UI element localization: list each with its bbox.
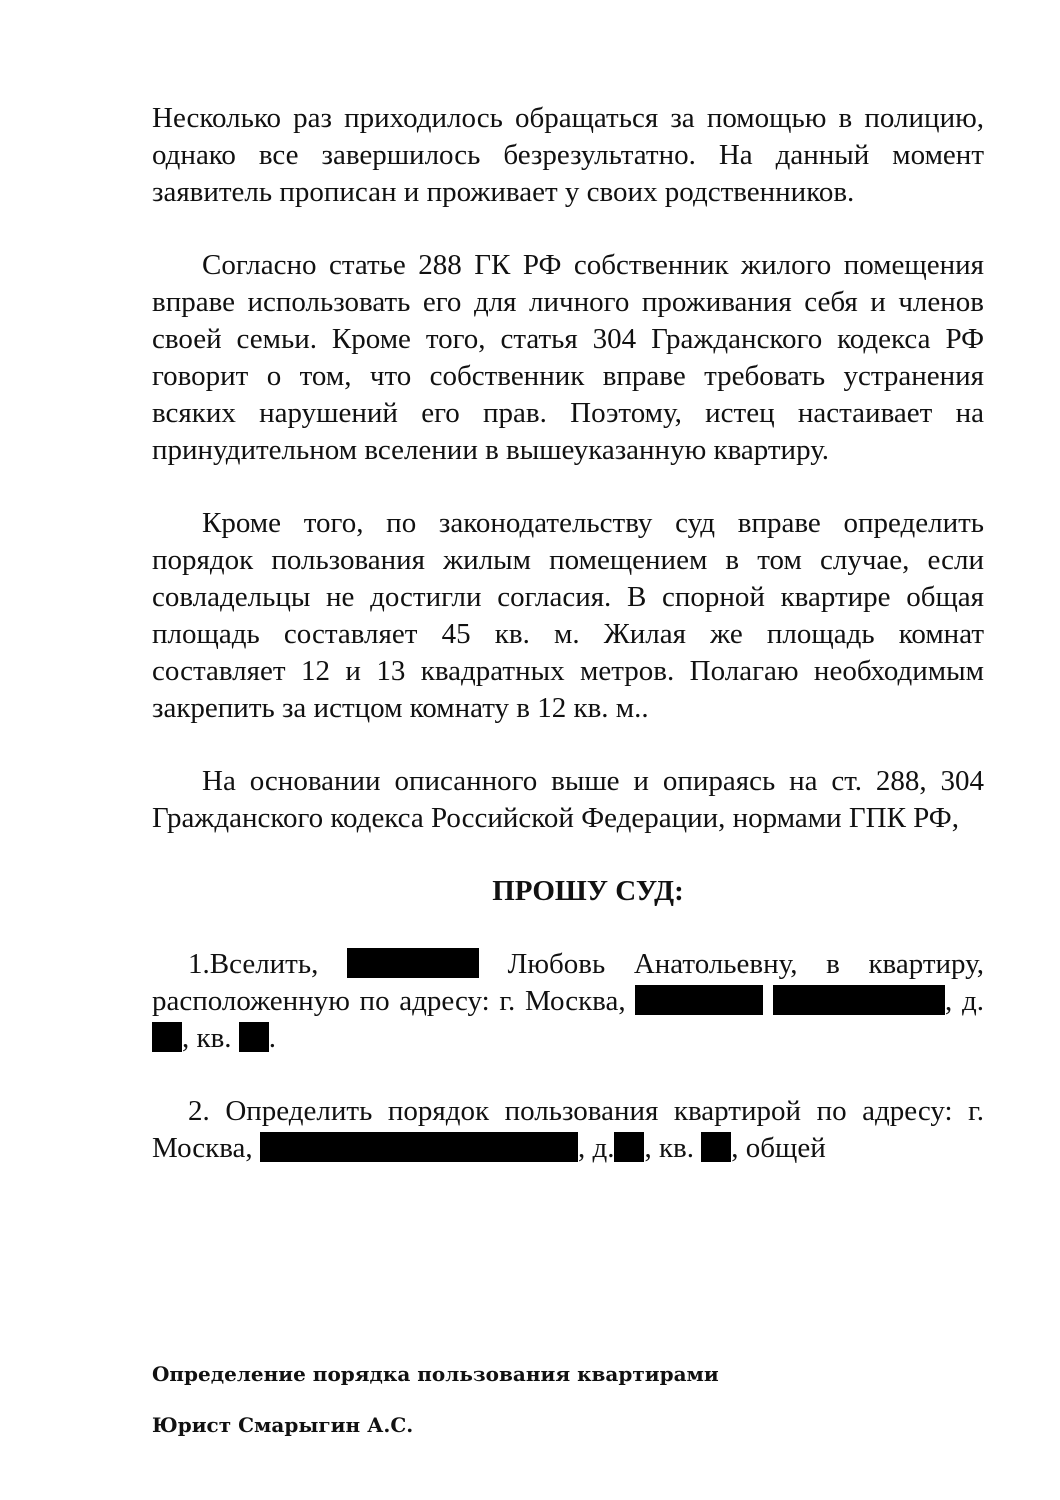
footer-title: Определение порядка пользования квартирами [152, 1362, 719, 1386]
request-1-house-label: , д. [945, 985, 984, 1017]
paragraph-grounds: На основании описанного выше и опираясь на ст. 288, 304 Гражданского кодекса Российской Федерации, нормами ГПК РФ, [152, 765, 984, 834]
redacted-surname [347, 948, 479, 978]
redacted-house-number [614, 1132, 644, 1162]
redacted-flat-number [701, 1132, 731, 1162]
paragraph-article-288: Согласно статье 288 ГК РФ собственник жилого помещения вправе использовать его для личного проживания себя и членов своей семьи. Кроме того, статья 304 Гражданского кодекса РФ говорит о том, что собственник вправе требовать устранения всяких нарушений его прав. Поэтому, истец настаивает на принудительном вселении в вышеуказанную квартиру. [152, 249, 984, 466]
request-item-2 [152, 1093, 984, 1167]
request-1-name-address: Любовь Анатольевну, в квартиру, расположенную по адресу: г. Москва, [152, 948, 984, 1017]
request-2-end: , общей [731, 1132, 826, 1164]
redacted-flat-number [239, 1022, 269, 1052]
paragraph-police: Несколько раз приходилось обращаться за помощью в полицию, однако все завершилось безрезультатно. На данный момент заявитель прописан и проживает у своих родственников. [152, 102, 984, 208]
request-2-prefix: 2. Определить порядок пользования квартирой по адресу: г. Москва, [152, 1095, 984, 1164]
footer-author: Юрист Смарыгин А.С. [152, 1413, 414, 1437]
request-heading: ПРОШУ СУД: [492, 875, 684, 907]
request-1-end: . [268, 1022, 277, 1054]
redacted-street-part-2 [773, 985, 945, 1015]
request-1-prefix: 1.Вселить, [188, 948, 319, 980]
paragraph-usage-order: Кроме того, по законодательству суд вправе определить порядок пользования жилым помещением в том случае, если совладельцы не достигли согласия. В спорной квартире общая площадь составляет 45 кв. м. Жилая же площадь комнат составляет 12 и 13 квадратных метров. Полагаю необходимым закрепить за истцом комнату в 12 кв. м.. [152, 507, 984, 724]
request-2-house-label: , д. [577, 1132, 615, 1164]
document-page [152, 100, 984, 1203]
redacted-street-part-1 [635, 985, 763, 1015]
request-item-1 [152, 946, 984, 1057]
request-2-flat-label: , кв. [644, 1132, 694, 1164]
request-1-flat-label: , кв. [182, 1022, 232, 1054]
redacted-street [260, 1132, 578, 1162]
redacted-house-number [152, 1022, 182, 1052]
